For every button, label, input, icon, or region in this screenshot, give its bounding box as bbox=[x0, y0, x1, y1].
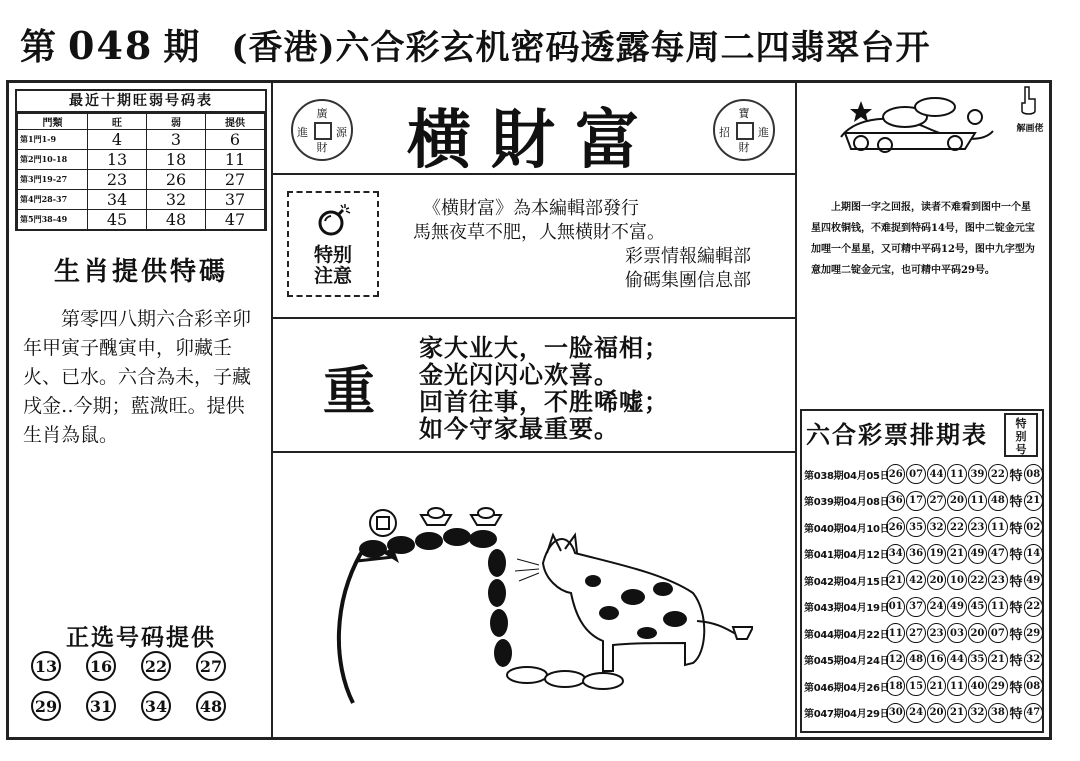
poem-line: 金光闪闪心欢喜。 bbox=[419, 361, 619, 389]
stats-header-row bbox=[18, 114, 265, 130]
coin-hole bbox=[314, 122, 332, 140]
drawn-number: 21 bbox=[988, 650, 1007, 670]
special-label-char: 特 bbox=[1015, 417, 1027, 430]
drawn-number: 15 bbox=[906, 676, 925, 696]
schedule-row bbox=[804, 514, 1044, 541]
drawn-number: 22 bbox=[947, 517, 966, 537]
table-row bbox=[18, 170, 265, 190]
drawn-number: 23 bbox=[968, 517, 987, 537]
drawn-number: 36 bbox=[906, 544, 925, 564]
star-icon bbox=[850, 101, 872, 122]
notice-label bbox=[289, 245, 377, 287]
notice-box bbox=[287, 191, 379, 297]
drawn-number: 30 bbox=[886, 703, 905, 723]
drawn-number: 27 bbox=[927, 491, 946, 511]
cell-hot: 23 bbox=[88, 170, 147, 190]
pointing-hand-icon bbox=[1019, 85, 1039, 119]
number-ball: 34 bbox=[141, 691, 171, 721]
drawn-number: 48 bbox=[988, 491, 1007, 511]
schedule-row-label: 第043期04月19日 bbox=[804, 603, 890, 615]
drawn-number: 38 bbox=[988, 703, 1007, 723]
row-label: 第4門28-37 bbox=[18, 190, 88, 210]
row-label: 第2門10-18 bbox=[18, 150, 88, 170]
stats-table-title: 最近十期旺弱号码表 bbox=[17, 91, 265, 113]
brand-banner bbox=[273, 83, 795, 178]
number-ball: 31 bbox=[86, 691, 116, 721]
drawn-number: 03 bbox=[947, 623, 966, 643]
notice-line-1: 特别 bbox=[313, 244, 352, 266]
coin-char-bottom: 財 bbox=[738, 141, 750, 154]
stats-table-box bbox=[15, 89, 267, 231]
drawn-number: 21 bbox=[947, 703, 966, 723]
stats-header-category: 門類 bbox=[18, 114, 88, 130]
schedule-row bbox=[804, 594, 1044, 621]
drawn-number: 22 bbox=[968, 570, 987, 590]
special-number: 08 bbox=[1024, 676, 1043, 696]
schedule-rows bbox=[804, 461, 1044, 726]
cell-hot: 13 bbox=[88, 150, 147, 170]
drawn-number: 11 bbox=[947, 464, 966, 484]
drawn-number: 35 bbox=[906, 517, 925, 537]
coin-char-left: 進 bbox=[297, 126, 308, 139]
schedule-row-label: 第038期04月05日 bbox=[804, 470, 890, 482]
drawn-number: 20 bbox=[927, 703, 946, 723]
drawn-number: 36 bbox=[886, 491, 905, 511]
brand-title: 横財富 bbox=[407, 103, 659, 178]
drawn-number: 49 bbox=[968, 544, 987, 564]
number-ball: 16 bbox=[86, 651, 116, 681]
intro-line-1: 《横財富》為本編輯部發行 bbox=[423, 198, 639, 219]
drawn-number: 26 bbox=[886, 464, 905, 484]
drawn-number: 44 bbox=[947, 650, 966, 670]
drawn-number: 20 bbox=[968, 623, 987, 643]
issue-label bbox=[20, 19, 201, 70]
cell-cold: 26 bbox=[147, 170, 206, 190]
special-marker: 特 bbox=[1009, 707, 1023, 723]
schedule-row-label: 第042期04月15日 bbox=[804, 576, 890, 588]
ingot-icon bbox=[915, 98, 955, 116]
table-row bbox=[18, 210, 265, 230]
schedule-row bbox=[804, 700, 1044, 727]
special-marker: 特 bbox=[1009, 521, 1023, 537]
ingot-icon bbox=[421, 508, 451, 525]
number-ball: 27 bbox=[196, 651, 226, 681]
number-ball: 13 bbox=[31, 651, 61, 681]
drawn-number: 20 bbox=[947, 491, 966, 511]
cell-provide: 6 bbox=[206, 130, 265, 150]
special-number-label bbox=[1004, 413, 1038, 457]
row-label: 第1門1-9 bbox=[18, 130, 88, 150]
schedule-row bbox=[804, 461, 1044, 488]
schedule-row-label: 第046期04月26日 bbox=[804, 682, 890, 694]
special-number: 47 bbox=[1024, 703, 1043, 723]
intro-line-3: 彩票情報編輯部 bbox=[625, 246, 751, 267]
schedule-row-label: 第047期04月29日 bbox=[804, 709, 890, 721]
special-number: 22 bbox=[1024, 597, 1043, 617]
special-marker: 特 bbox=[1009, 680, 1023, 696]
issue-prefix: 第 bbox=[20, 25, 59, 68]
drawn-number: 17 bbox=[906, 491, 925, 511]
cell-cold: 18 bbox=[147, 150, 206, 170]
drawn-number: 07 bbox=[906, 464, 925, 484]
coin-icon bbox=[968, 110, 982, 124]
poem-line: 回首往事，不胜唏嘘； bbox=[419, 388, 669, 416]
cat-icon bbox=[515, 535, 753, 671]
drawn-number: 39 bbox=[968, 464, 987, 484]
number-ball: 29 bbox=[31, 691, 61, 721]
zodiac-text: 第零四八期六合彩辛卯年甲寅子醜寅申，卯藏壬火、已水。六合為未，子藏戌金‥今期；藍溦旺。提供生肖為鼠。 bbox=[23, 308, 252, 446]
drawn-number: 23 bbox=[927, 623, 946, 643]
draw-schedule bbox=[800, 409, 1044, 733]
table-row bbox=[18, 150, 265, 170]
special-label-char: 号 bbox=[1015, 443, 1027, 456]
drawn-number: 32 bbox=[968, 703, 987, 723]
schedule-row-label: 第044期04月22日 bbox=[804, 629, 890, 641]
drawn-number: 19 bbox=[927, 544, 946, 564]
coin-char-top: 廣 bbox=[316, 107, 328, 120]
number-ball: 48 bbox=[196, 691, 226, 721]
drawn-number: 11 bbox=[886, 623, 905, 643]
coin-left-icon bbox=[291, 99, 353, 161]
drawn-number: 12 bbox=[886, 650, 905, 670]
poem-line: 家大业大，一脸福相； bbox=[419, 334, 669, 362]
special-number: 02 bbox=[1024, 517, 1043, 537]
drawn-number: 37 bbox=[906, 597, 925, 617]
drawn-number: 21 bbox=[886, 570, 905, 590]
drawn-number: 18 bbox=[886, 676, 905, 696]
stats-header-cold: 弱 bbox=[147, 114, 206, 130]
table-row bbox=[18, 190, 265, 210]
cell-provide: 27 bbox=[206, 170, 265, 190]
cell-cold: 3 bbox=[147, 130, 206, 150]
drawn-number: 07 bbox=[988, 623, 1007, 643]
schedule-row bbox=[804, 488, 1044, 515]
drawn-number: 10 bbox=[947, 570, 966, 590]
schedule-row bbox=[804, 567, 1044, 594]
intro-line-2: 馬無夜草不肥，人無横財不富。 bbox=[413, 222, 665, 243]
cell-provide: 11 bbox=[206, 150, 265, 170]
special-label-char: 别 bbox=[1015, 430, 1027, 443]
cell-hot: 34 bbox=[88, 190, 147, 210]
drawn-number: 27 bbox=[906, 623, 925, 643]
special-marker: 特 bbox=[1009, 495, 1023, 511]
schedule-row-label: 第039期04月08日 bbox=[804, 497, 890, 509]
right-column bbox=[797, 83, 1049, 737]
selection-title: 正选号码提供 bbox=[66, 625, 216, 651]
schedule-row bbox=[804, 673, 1044, 700]
cell-cold: 48 bbox=[147, 210, 206, 230]
drawn-number: 11 bbox=[988, 597, 1007, 617]
special-marker: 特 bbox=[1009, 574, 1023, 590]
drawn-number: 47 bbox=[988, 544, 1007, 564]
coin-char-bottom: 財 bbox=[316, 141, 328, 154]
drawn-number: 40 bbox=[968, 676, 987, 696]
coin-char-right: 進 bbox=[758, 126, 769, 139]
issue-suffix: 期 bbox=[163, 25, 202, 68]
poem-line: 如今守家最重要。 bbox=[419, 415, 619, 443]
number-ball: 22 bbox=[141, 651, 171, 681]
special-number: 08 bbox=[1024, 464, 1043, 484]
special-number: 14 bbox=[1024, 544, 1043, 564]
special-number: 32 bbox=[1024, 650, 1043, 670]
drawn-number: 24 bbox=[906, 703, 925, 723]
row-label: 第5門38-49 bbox=[18, 210, 88, 230]
zodiac-title: 生肖提供特碼 bbox=[53, 257, 228, 287]
table-row bbox=[18, 130, 265, 150]
previous-answer-text: 上期图一字之回报，读者不难看到图中一个星星四枚铜钱，不难捉到特码14号，图中二锭金元宝加哩一个星星，又可精中平码12号，图中九字型为意加哩二锭金元宝，也可精中平码29号。 bbox=[811, 202, 1035, 276]
stats-header-hot: 旺 bbox=[88, 114, 147, 130]
special-number: 29 bbox=[1024, 623, 1043, 643]
coin-char-right: 源 bbox=[336, 126, 347, 139]
left-column bbox=[9, 83, 273, 737]
special-marker: 特 bbox=[1009, 468, 1023, 484]
schedule-title: 六合彩票排期表 bbox=[806, 420, 988, 449]
puzzle-illustration bbox=[313, 493, 753, 723]
drawn-number: 21 bbox=[927, 676, 946, 696]
drawn-number: 16 bbox=[927, 650, 946, 670]
coin-char-top: 寶 bbox=[738, 107, 750, 120]
drawn-number: 11 bbox=[988, 517, 1007, 537]
cell-hot: 45 bbox=[88, 210, 147, 230]
special-number: 21 bbox=[1024, 491, 1043, 511]
drawn-number: 01 bbox=[886, 597, 905, 617]
notice-line-2: 注意 bbox=[313, 265, 352, 287]
drawn-number: 42 bbox=[906, 570, 925, 590]
drawn-number: 20 bbox=[927, 570, 946, 590]
drawn-number: 22 bbox=[988, 464, 1007, 484]
poem-box bbox=[273, 317, 795, 453]
drawn-number: 11 bbox=[947, 676, 966, 696]
previous-puzzle-illustration bbox=[815, 87, 1005, 167]
special-number: 49 bbox=[1024, 570, 1043, 590]
coin-icon bbox=[370, 510, 396, 536]
schedule-row-label: 第041期04月12日 bbox=[804, 550, 890, 562]
cell-cold: 32 bbox=[147, 190, 206, 210]
schedule-row bbox=[804, 541, 1044, 568]
drawn-number: 11 bbox=[968, 491, 987, 511]
drawn-number: 26 bbox=[886, 517, 905, 537]
middle-column bbox=[273, 83, 797, 737]
special-marker: 特 bbox=[1009, 654, 1023, 670]
drawn-number: 44 bbox=[927, 464, 946, 484]
drawn-number: 45 bbox=[968, 597, 987, 617]
coin-hole bbox=[736, 122, 754, 140]
drawn-number: 35 bbox=[968, 650, 987, 670]
page-title: (香港)六合彩玄机密码透露每周二四翡翠台开 bbox=[231, 27, 931, 68]
drawn-number: 21 bbox=[947, 544, 966, 564]
cell-hot: 4 bbox=[88, 130, 147, 150]
ingot-icon bbox=[471, 508, 501, 525]
stats-table bbox=[17, 113, 265, 230]
bomb-icon bbox=[317, 201, 353, 237]
drawn-number: 49 bbox=[947, 597, 966, 617]
schedule-row bbox=[804, 647, 1044, 674]
issue-number: 048 bbox=[68, 22, 154, 68]
special-marker: 特 bbox=[1009, 548, 1023, 564]
drawn-number: 34 bbox=[886, 544, 905, 564]
cell-provide: 37 bbox=[206, 190, 265, 210]
schedule-row bbox=[804, 620, 1044, 647]
drawn-number: 48 bbox=[906, 650, 925, 670]
drawn-number: 32 bbox=[927, 517, 946, 537]
selection-grid bbox=[31, 651, 251, 721]
poem bbox=[419, 335, 669, 443]
intro-line-4: 偷碼集團信息部 bbox=[625, 270, 751, 291]
cell-provide: 47 bbox=[206, 210, 265, 230]
special-marker: 特 bbox=[1009, 601, 1023, 617]
stats-header-provide: 提供 bbox=[206, 114, 265, 130]
schedule-row-label: 第040期04月10日 bbox=[804, 523, 890, 535]
coin-char-left: 招 bbox=[719, 126, 730, 139]
sickle-icon bbox=[339, 547, 399, 703]
intro-text bbox=[413, 197, 785, 293]
drawn-number: 24 bbox=[927, 597, 946, 617]
row-label: 第3門19-27 bbox=[18, 170, 88, 190]
special-marker: 特 bbox=[1009, 627, 1023, 643]
hint-label: 解画佬 bbox=[1016, 124, 1044, 134]
drawn-number: 29 bbox=[988, 676, 1007, 696]
drawn-number: 23 bbox=[988, 570, 1007, 590]
poem-key-char: 重 bbox=[323, 361, 376, 422]
page-header bbox=[20, 14, 1060, 74]
schedule-row-label: 第045期04月24日 bbox=[804, 656, 890, 668]
coin-right-icon bbox=[713, 99, 775, 161]
